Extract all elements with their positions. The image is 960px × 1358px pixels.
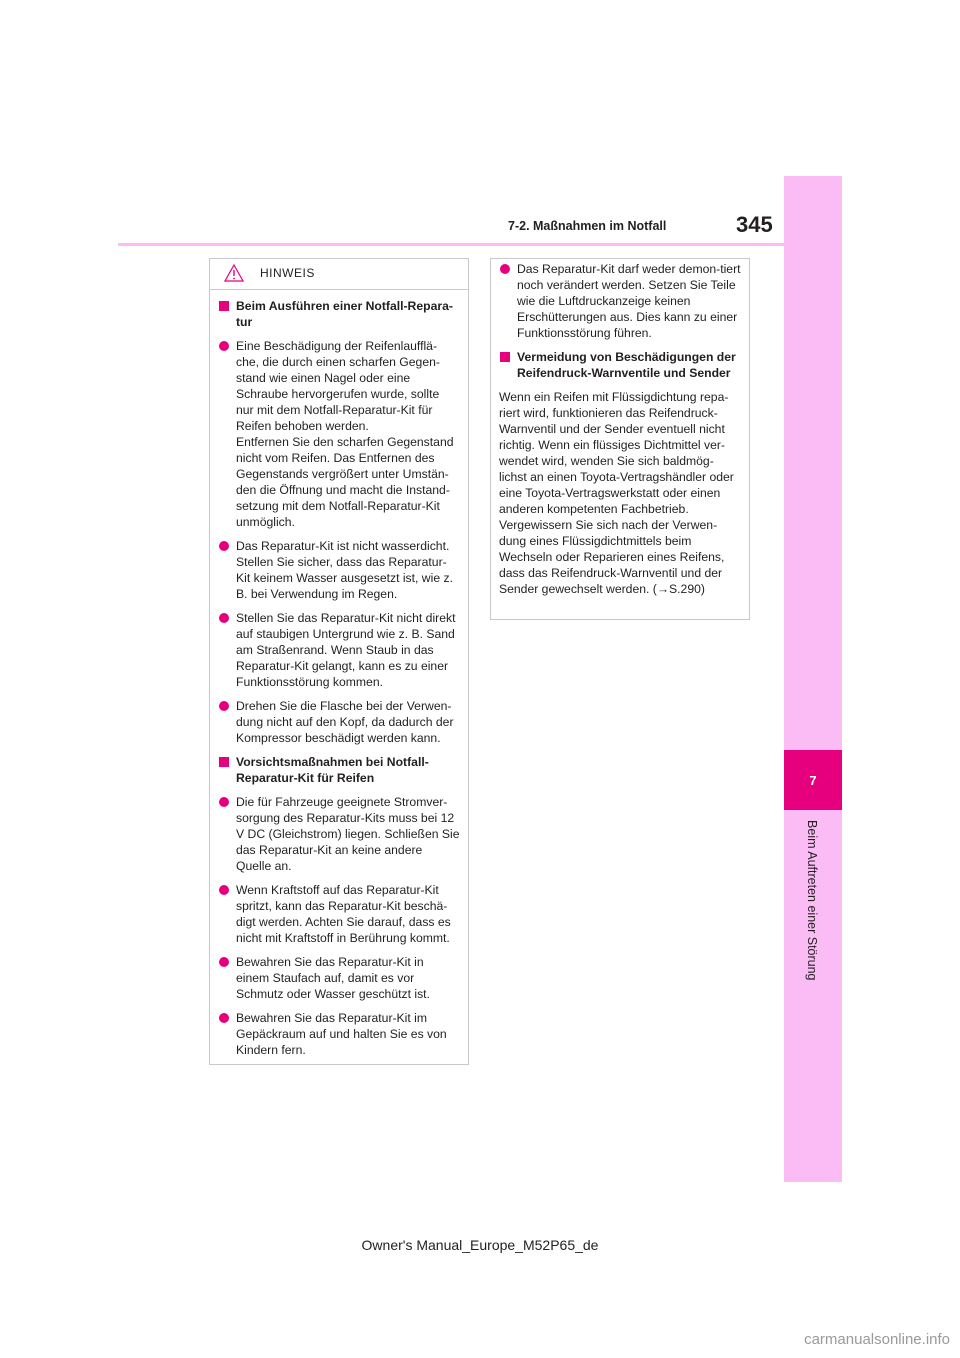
item-text: Bewahren Sie das Reparatur-Kit in einem Staufach auf, damit es vor Schmutz oder Wasser geschützt ist. (236, 955, 430, 1001)
item-text: Das Reparatur-Kit darf weder demon-tiert noch verändert werden. Setzen Sie Teile wie die Luftdruckanzeige keinen Erschütterungen aus. Dies kann zu einer Funktionsstörung führen. (517, 262, 741, 340)
chapter-label: Beim Auftreten einer Störung (805, 820, 819, 981)
round-bullet-icon (219, 341, 229, 351)
bullet-item (218, 1010, 460, 1058)
watermark: carmanualsonline.info (804, 1331, 950, 1348)
chapter-number: 7 (784, 750, 842, 810)
paragraph: Wenn ein Reifen mit Flüssigdichtung repa-riert wird, funktionieren das Reifendruck-Warnventil und der Sender eventuell nicht richtig. Wenn ein flüssiges Dichtmittel ver-wendet wird, wenden Sie sich baldmög-lichst an einen Toyota-Vertragshändler oder eine Toyota-Vertragswerkstatt oder einen anderen kompetenten Fachbetrieb. Vergewissern Sie sich nach der Verwen-dung eines Flüssigdichtmittels beim Wechseln oder Reparieren eines Reifens, dass das Reifendruck-Warnventil und der Sender gewechselt werden. (→S.290) (499, 390, 734, 596)
subheading (499, 349, 741, 381)
item-text: Stellen Sie das Reparatur-Kit nicht direkt auf staubigen Untergrund wie z. B. Sand am Straßenrand. Wenn Staub in das Reparatur-Kit gelangt, kann es zu einer Funktionsstörung kommen. (236, 611, 456, 689)
subheading (218, 754, 460, 786)
hinweis-content (210, 290, 468, 1058)
square-bullet-icon (219, 757, 229, 767)
footer-text: Owner's Manual_Europe_M52P65_de (361, 1237, 599, 1253)
hinweis-header (210, 259, 468, 290)
bullet-item (218, 882, 460, 946)
section-title: 7-2. Maßnahmen im Notfall (508, 219, 667, 233)
page-number: 345 (736, 212, 773, 237)
item-text: Vermeidung von Beschädigungen der Reifendruck-Warnventile und Sender (517, 350, 736, 380)
round-bullet-icon (219, 885, 229, 895)
round-bullet-icon (219, 541, 229, 551)
round-bullet-icon (219, 797, 229, 807)
bullet-item (218, 338, 460, 434)
hinweis-content-continued (491, 259, 749, 597)
bullet-item (218, 610, 460, 690)
item-text: Die für Fahrzeuge geeignete Stromver-sorgung des Reparatur-Kits muss bei 12 V DC (Gleichstrom) liegen. Schließen Sie das Reparatur-Kit an keine andere Quelle an. (236, 795, 460, 873)
chapter-label-container (784, 820, 842, 1020)
item-text: Bewahren Sie das Reparatur-Kit im Gepäckraum auf und halten Sie es von Kindern fern. (236, 1011, 447, 1057)
round-bullet-icon (500, 264, 510, 274)
warning-triangle-icon (224, 263, 244, 283)
hinweis-title: HINWEIS (260, 266, 315, 280)
item-text: Drehen Sie die Flasche bei der Verwen-dung nicht auf den Kopf, da dadurch der Kompressor beschädigt werden kann. (236, 699, 454, 745)
item-text: Wenn Kraftstoff auf das Reparatur-Kit spritzt, kann das Reparatur-Kit beschä-digt werden. Achten Sie darauf, dass es nicht mit Kraftstoff in Berührung kommt. (236, 883, 451, 945)
round-bullet-icon (219, 701, 229, 711)
square-bullet-icon (219, 301, 229, 311)
header-rule (118, 243, 784, 246)
item-text: Das Reparatur-Kit ist nicht wasserdicht. Stellen Sie sicher, dass das Reparatur-Kit keinem Wasser ausgesetzt ist, wie z. B. bei Verwendung im Regen. (236, 539, 453, 601)
hinweis-box (209, 258, 469, 1065)
round-bullet-icon (219, 613, 229, 623)
chapter-side-tab (784, 176, 842, 1182)
bullet-item (499, 261, 741, 341)
hinweis-box-continued (490, 258, 750, 620)
bullet-item (218, 538, 460, 602)
item-text: Entfernen Sie den scharfen Gegenstand nicht vom Reifen. Das Entfernen des Gegenstands vergrößert unter Umstän-den die Öffnung und macht die Instand-setzung mit dem Notfall-Reparatur-Kit unmöglich. (236, 435, 454, 529)
item-text: Eine Beschädigung der Reifenlaufflä-che, die durch einen scharfen Gegen-stand wie einen Nagel oder eine Schraube hervorgerufen wurde, sollte nur mit dem Notfall-Reparatur-Kit für Reifen behoben werden. (236, 339, 440, 433)
bullet-item (218, 794, 460, 874)
bullet-item (218, 698, 460, 746)
round-bullet-icon (219, 1013, 229, 1023)
item-text: Vorsichtsmaßnahmen bei Notfall-Reparatur-Kit für Reifen (236, 755, 429, 785)
square-bullet-icon (500, 352, 510, 362)
bullet-item (218, 434, 460, 530)
subheading (218, 298, 460, 330)
bullet-item (218, 954, 460, 1002)
round-bullet-icon (219, 957, 229, 967)
item-text: Beim Ausführen einer Notfall-Repara-tur (236, 299, 453, 329)
